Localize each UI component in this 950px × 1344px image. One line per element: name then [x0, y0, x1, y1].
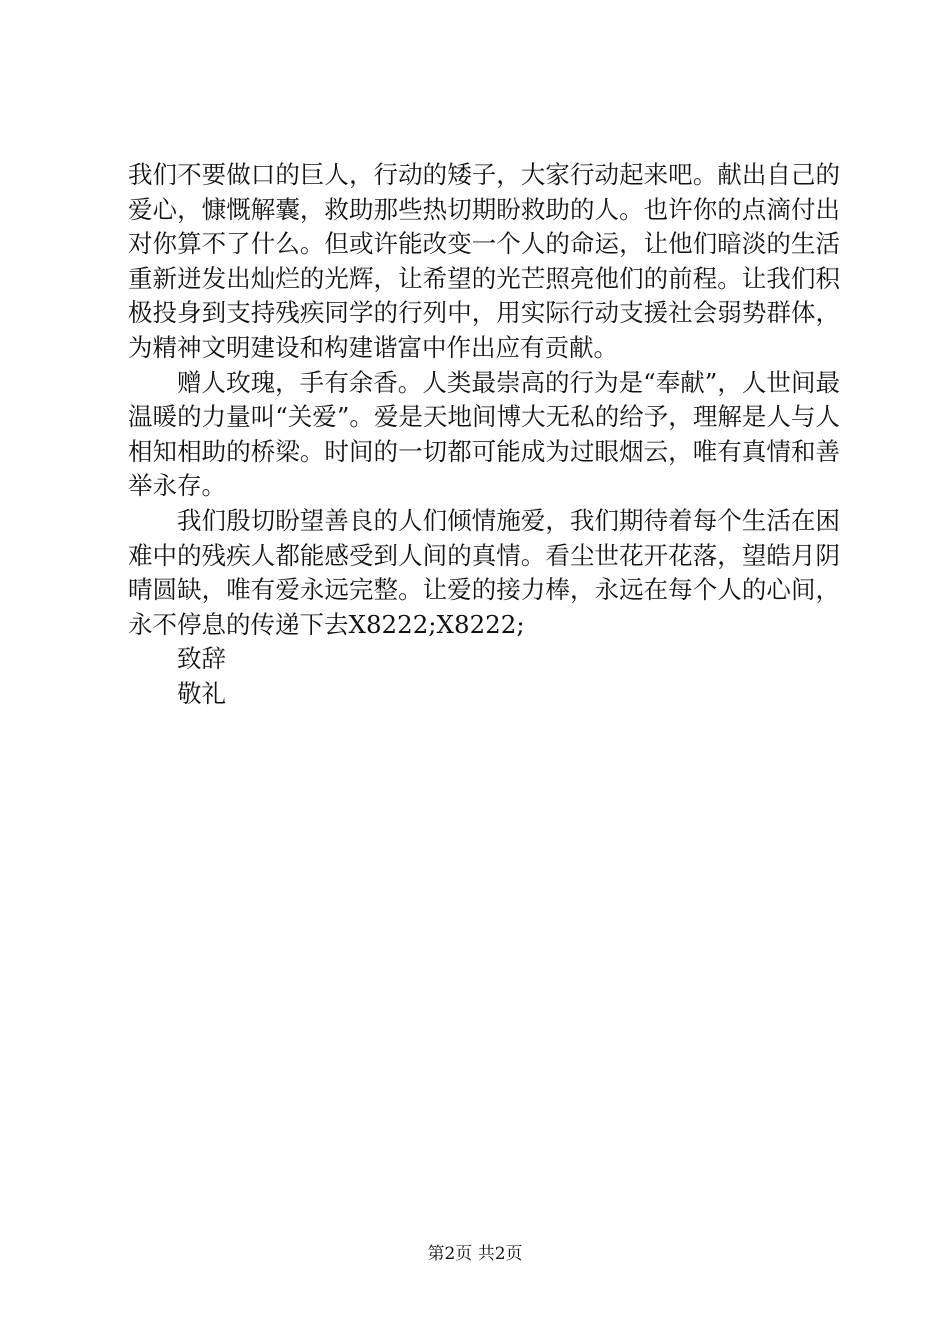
paragraph-2: 赠人玫瑰，手有余香。人类最崇高的行为是“奉献”，人世间最温暖的力量叫“关爱”。爱是天地间博大无私的给予，理解是人与人相知相助的桥梁。时间的一切都可能成为过眼烟云，唯有真情和善举永存。	[128, 367, 840, 501]
closing-line-1: 致辞	[177, 644, 226, 674]
closing-line-2: 敬礼	[177, 678, 226, 708]
page-footer: 第2页 共2页	[427, 1244, 523, 1264]
paragraph-1: 我们不要做口的巨人，行动的矮子，大家行动起来吧。献出自己的爱心，慷慨解囊，救助那些热切期盼救助的人。也许你的点滴付出对你算不了什么。但或许能改变一个人的命运，让他们暗淡的生活重新迸发出灿烂的光辉，让希望的光芒照亮他们的前程。让我们积极投身到支持残疾同学的行列中，用实际行动支援社会弱势群体，为精神文明建设和构建谐富中作出应有贡献。	[128, 160, 840, 362]
paragraph-3: 我们殷切盼望善良的人们倾情施爱，我们期待着每个生活在困难中的残疾人都能感受到人间的真情。看尘世花开花落，望皓月阴晴圆缺，唯有爱永远完整。让爱的接力棒，永远在每个人的心间，永不停息的传递下去X8222;X8222;	[128, 505, 840, 639]
document-body	[128, 158, 840, 712]
